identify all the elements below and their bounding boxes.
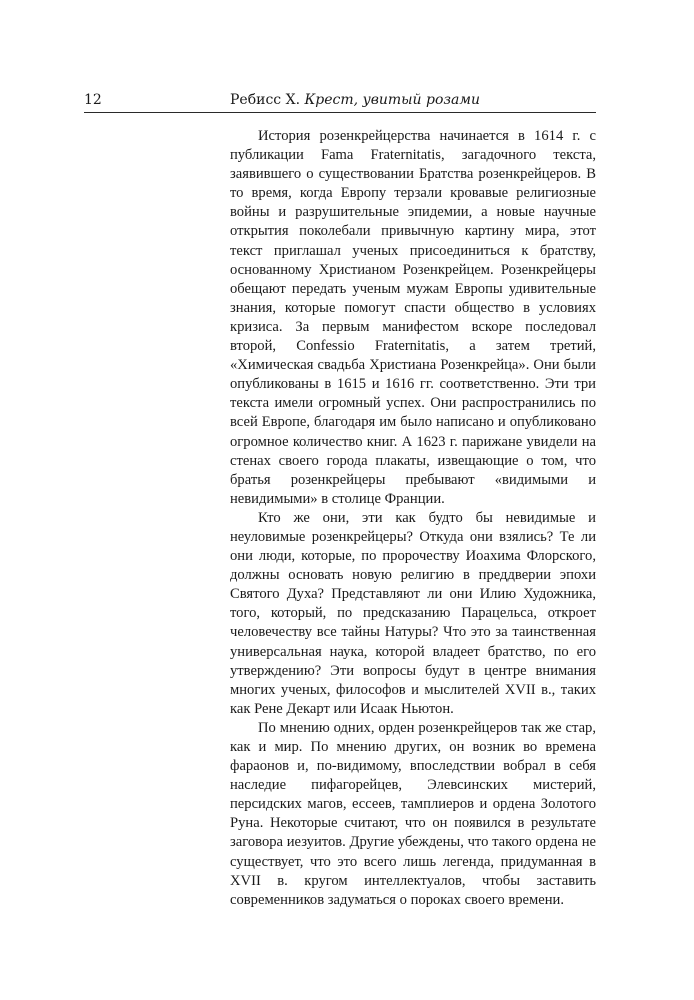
- paragraph-2: Кто же они, эти как будто бы невидимые и неуловимые розенкрейцеры? Откуда они взялись? Те ли они люди, которые, по пророчеству Иоахима Флорского, должны основать новую религию в преддверии эпохи Святого Духа? Представляют ли они Илию Художника, того, который, по предсказанию Парацельса, откроет человечеству все тайны Натуры? Что это за таинственная универсальная наука, которой владеет братство, по его утверждению? Эти вопросы будут в центре внимания многих ученых, философов и мыслителей XVII в., таких как Рене Декарт или Исаак Ньютон.: [230, 509, 596, 717]
- running-title-subtitle: Крест, увитый розами: [304, 92, 480, 108]
- page-number: 12: [84, 92, 102, 108]
- body-text: [230, 127, 596, 910]
- running-header: [84, 90, 596, 113]
- running-title-author: Ребисс Х.: [230, 92, 301, 108]
- paragraph-3: По мнению одних, орден розенкрейцеров так же стар, как и мир. По мнению других, он возник во времена фараонов и, по-видимому, впоследствии вобрал в себя наследие пифагорейцев, Элевсинских мистерий, персидских магов, ессеев, тамплиеров и ордена Золотого Руна. Некоторые считают, что он появился в результате заговора иезуитов. Другие убеждены, что такого ордена не существует, что это всего лишь легенда, придуманная в XVII в. кругом интеллектуалов, чтобы заставить современников задуматься о пороках своего времени.: [230, 719, 596, 908]
- paragraph-1: История розенкрейцерства начинается в 1614 г. с публикации Fama Fraternitatis, загадочного текста, заявившего о существовании Братства розенкрейцеров. В то время, когда Европу терзали кровавые религиозные войны и разрушительные эпидемии, а новые научные открытия поколебали привычную картину мира, этот текст приглашал ученых присоединиться к братству, основанному Христианом Розенкрейцем. Розенкрейцеры обещают передать ученым мужам Европы удивительные знания, которые помогут спасти общество в условиях кризиса. За первым манифестом вскоре последовал второй, Confessio Fraternitatis, а затем третий, «Химическая свадьба Христиана Розенкрейца». Они были опубликованы в 1615 и 1616 гг. соответственно. Эти три текста имели огромный успех. Они распространились по всей Европе, благодаря им было написано и опубликовано огромное количество книг. А 1623 г. парижане увидели на стенах своего города плакаты, извещающие о том, что братья розенкрейцеры пребывают «видимыми и невидимыми» в столице Франции.: [230, 128, 596, 507]
- running-title: [230, 90, 480, 110]
